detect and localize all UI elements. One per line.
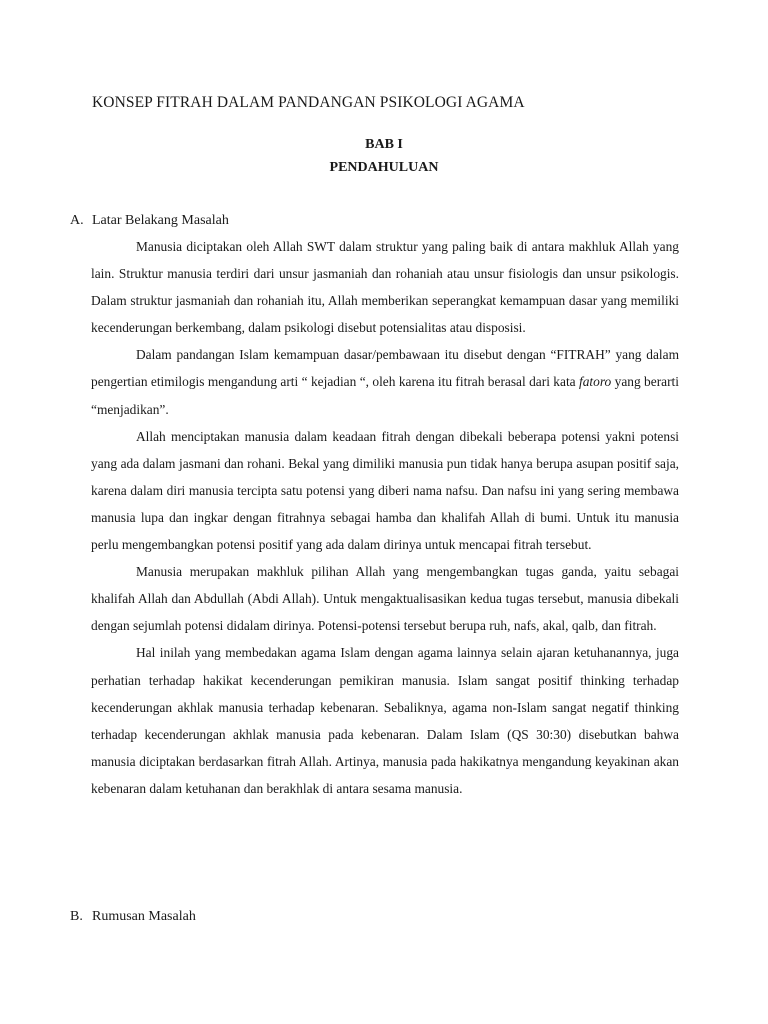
section-a-title: Latar Belakang Masalah xyxy=(92,213,229,228)
section-b-title: Rumusan Masalah xyxy=(92,909,196,924)
chapter-number: BAB I xyxy=(365,137,403,152)
paragraph-1: Manusia diciptakan oleh Allah SWT dalam struktur yang paling baik di antara makhluk Allah yang lain. Struktur manusia terdiri dari unsur jasmaniah dan rohaniah atau unsur fisiologis dan unsur psikologis. Dalam struktur jasmaniah dan rohaniah itu, Allah memberikan seperangkat kemampuan dasar yang memiliki kecenderungan berkembang, dalam psikologi disebut potensialitas atau disposisi. xyxy=(91,239,679,336)
paragraph-4: Manusia merupakan makhluk pilihan Allah yang mengembangkan tugas ganda, yaitu sebagai khalifah Allah dan Abdullah (Abdi Allah). Untuk mengaktualisasikan kedua tugas tersebut, manusia dibekali dengan sejumlah potensi didalam dirinya. Potensi-potensi tersebut berupa ruh, nafs, akal, qalb, dan fitrah. xyxy=(91,564,679,634)
document-title: KONSEP FITRAH DALAM PANDANGAN PSIKOLOGI AGAMA xyxy=(92,94,525,111)
section-b-letter: B. xyxy=(70,909,83,924)
paragraph-2-italic-term: fatoro xyxy=(579,374,612,390)
section-a-letter: A. xyxy=(70,213,84,228)
body-text xyxy=(91,233,679,802)
section-b-heading xyxy=(70,909,196,925)
paragraph-2-before: Dalam pandangan Islam kemampuan dasar/pembawaan itu disebut dengan “FITRAH” yang dalam pengertian etimilogis mengandung arti “ kejadian “, oleh karena itu fitrah berasal dari kata xyxy=(91,347,679,390)
chapter-title: PENDAHULUAN xyxy=(329,160,439,175)
paragraph-5: Hal inilah yang membedakan agama Islam dengan agama lainnya selain ajaran ketuhanannya, juga perhatian terhadap hakikat kecenderungan pemikiran manusia. Islam sangat positif thinking terhadap kecenderungan akhlak manusia terhadap kebenaran. Sebaliknya, agama non-Islam sangat negatif thinking terhadap kecenderungan akhlak manusia pada kebenaran. Dalam Islam (QS 30:30) disebutkan bahwa manusia diciptakan berdasarkan fitrah Allah. Artinya, manusia pada hakikatnya mengandung keyakinan akan kebenaran dalam ketuhanan dan berakhlak di antara sesama manusia. xyxy=(91,645,679,796)
paragraph-3: Allah menciptakan manusia dalam keadaan fitrah dengan dibekali beberapa potensi yakni potensi yang ada dalam jasmani dan rohani. Bekal yang dimiliki manusia pun tidak hanya berupa asupan positif saja, karena dalam diri manusia tercipta satu potensi yang diberi nama nafsu. Dan nafsu ini yang sering membawa manusia lupa dan ingkar dengan fitrahnya sebagai hamba dan khalifah Allah di bumi. Untuk itu manusia perlu mengembangkan potensi positif yang ada dalam dirinya untuk mencapai fitrah tersebut. xyxy=(91,428,679,553)
section-a-heading xyxy=(70,213,229,229)
paragraph-2-after: yang berarti “menjadikan”. xyxy=(91,374,679,417)
paragraph-2 xyxy=(91,341,679,422)
